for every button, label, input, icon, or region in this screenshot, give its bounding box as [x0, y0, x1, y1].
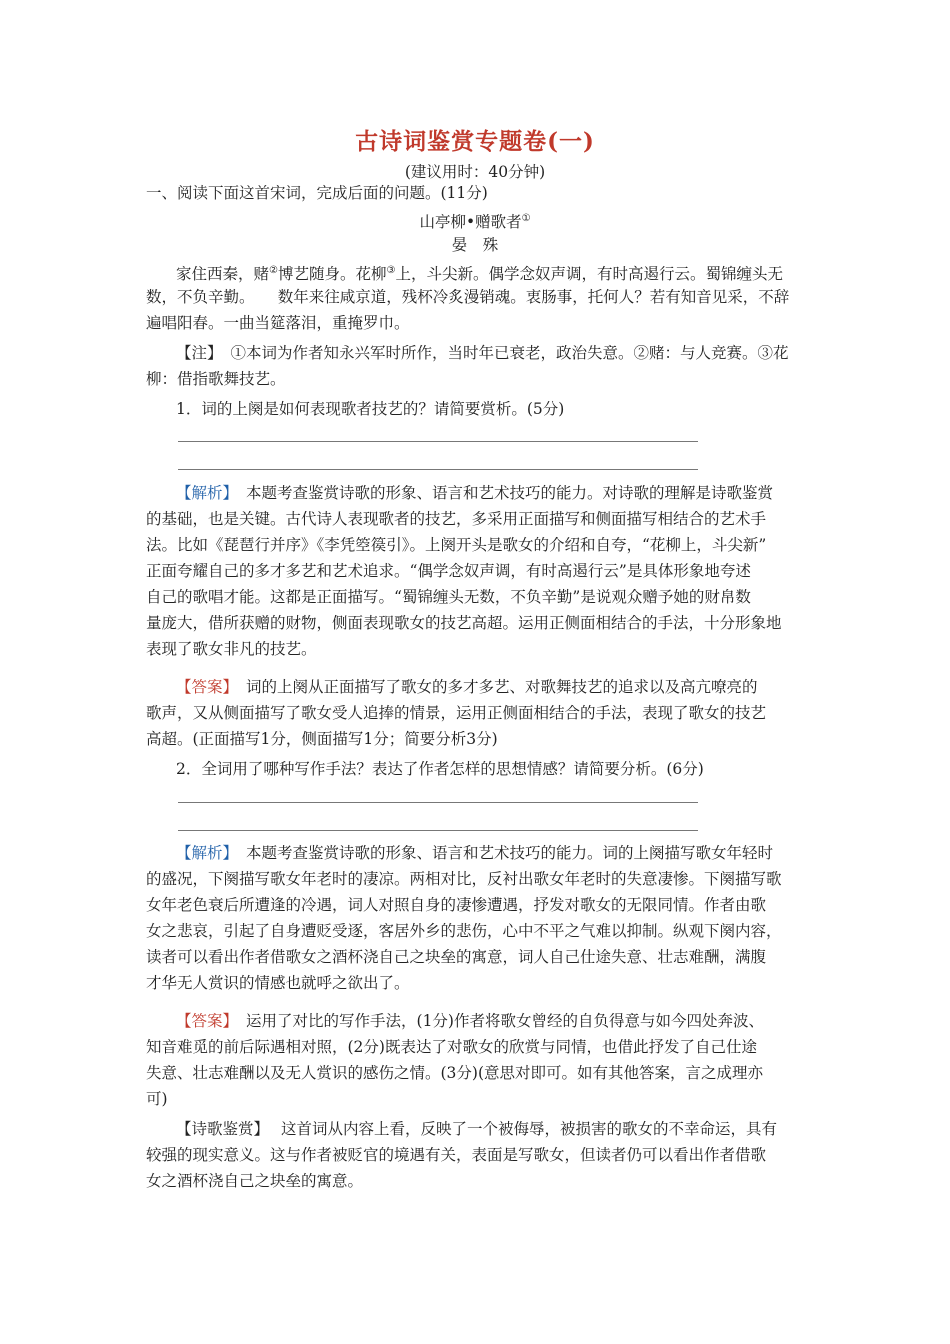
- footnote-marker: ②: [269, 265, 278, 276]
- answer-label: 【答案】: [176, 1012, 239, 1030]
- poem-text: 博艺随身。花柳: [277, 265, 387, 284]
- answer-line: 歌声，又从侧面描写了歌女受人追捧的情景，运用正侧面相结合的手法，表现了歌女的技艺: [146, 704, 767, 722]
- section-heading: 一、阅读下面这首宋词，完成后面的问题。(11分): [146, 184, 488, 202]
- poem-text: 家住西秦，赌: [176, 265, 270, 284]
- poem-line: 遍唱阳春。一曲当筵落泪，重掩罗巾。: [146, 314, 410, 332]
- question-2: 2．全词用了哪种写作手法？表达了作者怎样的思想情感？请简要分析。(6分): [176, 760, 704, 778]
- answer-text: 运用了对比的写作手法，(1分)作者将歌女曾经的自负得意与如今四处奔波、: [246, 1012, 764, 1030]
- analysis-text: 本题考查鉴赏诗歌的形象、语言和艺术技巧的能力。词的上阕描写歌女年轻时: [246, 844, 774, 862]
- page-title: 古诗词鉴赏专题卷(一): [355, 128, 595, 155]
- appreciation-line: 女之酒杯浇自己之块垒的寓意。: [146, 1172, 364, 1190]
- analysis-line: 女年老色衰后所遭逢的冷遇，词人对照自身的凄惨遭遇，抒发对歌女的无限同情。作者由歌: [146, 896, 767, 914]
- answer-blank-line[interactable]: [178, 830, 698, 831]
- poem-text: 上，斗尖新。偶学念奴声调，有时高遏行云。蜀锦缠头无: [395, 265, 783, 284]
- answer-line: 可): [146, 1090, 168, 1108]
- analysis-line: 表现了歌女非凡的技艺。: [146, 640, 317, 658]
- appreciation-line: 较强的现实意义。这与作者被贬官的境遇有关，表面是写歌女，但读者仍可以看出作者借歌: [146, 1146, 767, 1164]
- note-label: 【注】: [176, 344, 223, 362]
- analysis-line: 正面夸耀自己的多才多艺和艺术追求。“偶学念奴声调，有时高遏行云”是具体形象地夸述: [146, 562, 751, 580]
- note-line: [176, 340, 841, 366]
- poem-title-note: ①: [521, 213, 531, 224]
- answer-line: 失意、壮志难酬以及无人赏识的感伤之情。(3分)(意思对即可。如有其他答案，言之成理亦: [146, 1064, 764, 1082]
- appreciation-text: 这首词从内容上看，反映了一个被侮辱，被损害的歌女的不幸命运，具有: [281, 1120, 778, 1138]
- answer-label: 【答案】: [176, 678, 239, 696]
- poem-title: [0, 206, 950, 235]
- answer-blank-line[interactable]: [178, 802, 698, 803]
- question-1: 1．词的上阕是如何表现歌者技艺的？请简要赏析。(5分): [176, 400, 565, 418]
- footnote-marker: ③: [386, 265, 396, 276]
- poem-line: 数，不负辛勤。 数年来往咸京道，残杯冷炙漫销魂。衷肠事，托何人？若有知音见采，不辞: [146, 288, 790, 306]
- analysis-line: [176, 480, 841, 506]
- analysis-line: 的基础，也是关键。古代诗人表现歌者的技艺，多采用正面描写和侧面描写相结合的艺术手: [146, 510, 767, 528]
- time-note: (建议用时：40分钟): [404, 163, 546, 181]
- analysis-line: 法。比如《琵琶行并序》《李凭箜篌引》。上阕开头是歌女的介绍和自夸，“花柳上，斗尖新”: [146, 536, 767, 554]
- poem-author: 晏 殊: [451, 236, 499, 254]
- analysis-line: 量庞大，借所获赠的财物，侧面表现歌女的技艺高超。运用正侧面相结合的手法，十分形象地: [146, 614, 782, 632]
- answer-line: 高超。(正面描写1分，侧面描写1分；简要分析3分): [146, 730, 498, 748]
- analysis-label: 【解析】: [176, 844, 239, 862]
- analysis-line: 才华无人赏识的情感也就呼之欲出了。: [146, 974, 410, 992]
- analysis-line: [176, 840, 841, 866]
- analysis-label: 【解析】: [176, 484, 239, 502]
- note-text: ①本词为作者知永兴军时所作，当时年已衰老，政治失意。②赌：与人竞赛。③花: [230, 344, 789, 362]
- analysis-line: 女之悲哀，引起了自身遭贬受逐，客居外乡的悲伤，心中不平之气难以抑制。纵观下阕内容，: [146, 922, 782, 940]
- answer-blank-line[interactable]: [178, 441, 698, 442]
- answer-line: [176, 1008, 841, 1034]
- appreciation-line: [176, 1116, 841, 1142]
- poem-title-text: 山亭柳•赠歌者: [419, 213, 522, 232]
- answer-line: 知音难觅的前后际遇相对照，(2分)既表达了对歌女的欣赏与同情，也借此抒发了自己仕途: [146, 1038, 757, 1056]
- analysis-line: 的盛况，下阕描写歌女年老时的凄凉。两相对比，反衬出歌女年老时的失意凄惨。下阕描写歌: [146, 870, 782, 888]
- analysis-line: 自己的歌唱才能。这都是正面描写。“蜀锦缠头无数，不负辛勤”是说观众赠予她的财帛数: [146, 588, 751, 606]
- answer-line: [176, 674, 841, 700]
- analysis-text: 本题考查鉴赏诗歌的形象、语言和艺术技巧的能力。对诗歌的理解是诗歌鉴赏: [246, 484, 774, 502]
- note-line: 柳：借指歌舞技艺。: [146, 370, 286, 388]
- appreciation-label: 【诗歌鉴赏】: [176, 1120, 270, 1138]
- poem-line: [176, 258, 841, 287]
- answer-text: 词的上阕从正面描写了歌女的多才多艺、对歌舞技艺的追求以及高亢嘹亮的: [246, 678, 758, 696]
- answer-blank-line[interactable]: [178, 469, 698, 470]
- analysis-line: 读者可以看出作者借歌女之酒杯浇自己之块垒的寓意，词人自己仕途失意、壮志难酬，满腹: [146, 948, 767, 966]
